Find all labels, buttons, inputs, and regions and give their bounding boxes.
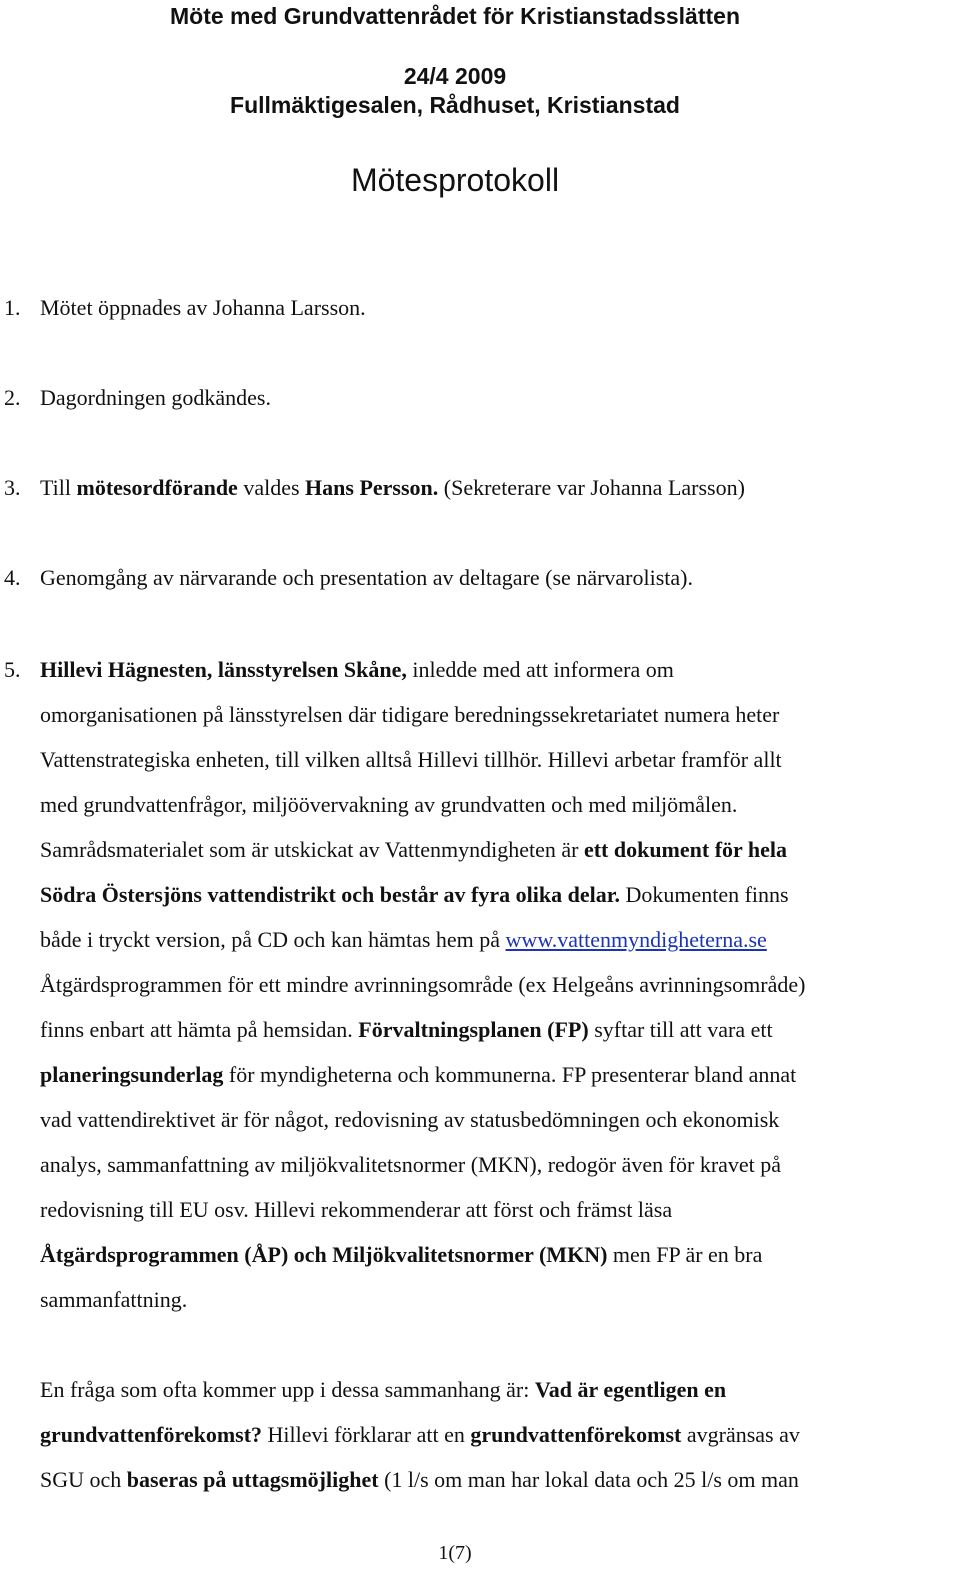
text: men FP är en bra [607,1242,763,1267]
paragraph-line [40,1015,773,1045]
item-text: Mötet öppnades av Johanna Larsson. [40,295,366,320]
paragraph-line: Vattenstrategiska enheten, till vilken alltså Hillevi tillhör. Hillevi arbetar framför allt [40,747,782,772]
text: finns enbart att hämta på hemsidan. [40,1017,359,1042]
item-number: 2. [4,385,21,410]
text: syftar till att vara ett [588,1017,773,1042]
paragraph-line [40,835,787,865]
website-link[interactable]: www.vattenmyndigheterna.se [505,927,767,952]
bold-text: ett dokument för hela [583,837,788,862]
item-text: Till [40,475,77,500]
page-number: 1(7) [438,1542,472,1564]
bold-text: Hillevi Hägnesten, länsstyrelsen Skåne, [40,657,407,682]
document-title: Mötesprotokoll [350,162,560,198]
list-item [4,473,745,503]
item-text: Dagordningen godkändes. [40,385,271,410]
item-text: Genomgång av närvarande och presentation av deltagare (se närvarolista). [40,565,693,590]
paragraph-line: med grundvattenfrågor, miljöövervakning av grundvatten och med miljömålen. [40,792,738,817]
paragraph-line [40,655,674,685]
paragraph-line [40,925,767,955]
item-bold: mötesordförande [76,475,238,500]
paragraph-line [40,1465,799,1495]
text: (1 l/s om man har lokal data och 25 l/s om man [378,1467,799,1492]
meeting-place: Fullmäktigesalen, Rådhuset, Kristianstad [230,92,680,118]
bold-text: Förvaltningsplanen (FP) [358,1017,589,1042]
paragraph-line: redovisning till EU osv. Hillevi rekommenderar att först och främst läsa [40,1197,673,1222]
list-item [4,563,693,593]
bold-text: Vad är egentligen en [534,1377,727,1402]
bold-text: planeringsunderlag [40,1062,224,1087]
paragraph-line: vad vattendirektivet är för något, redovisning av statusbedömningen och ekonomisk [40,1107,780,1132]
item-text: valdes [237,475,306,500]
meeting-title: Möte med Grundvattenrådet för Kristianstadsslätten [170,3,740,29]
text: avgränsas av [681,1422,800,1447]
text: SGU och [40,1467,127,1492]
paragraph-line [40,1375,726,1405]
paragraph-line: analys, sammanfattning av miljökvalitetsnormer (MKN), redogör även för kravet på [40,1152,782,1177]
list-item [4,383,271,413]
paragraph-line: sammanfattning. [40,1287,188,1312]
text: Hillevi förklarar att en [262,1422,471,1447]
list-item [4,293,366,323]
bold-text: Åtgärdsprogrammen (ÅP) och Miljökvalitetsnormer (MKN) [40,1242,608,1267]
item-number: 4. [4,565,21,590]
text: inledde med att informera om [406,657,674,682]
bold-text: Södra Östersjöns vattendistrikt och består av fyra olika delar. [40,882,620,907]
text: för myndigheterna och kommunerna. FP presenterar bland annat [223,1062,797,1087]
meeting-date: 24/4 2009 [403,63,507,89]
paragraph-line: Åtgärdsprogrammen för ett mindre avrinningsområde (ex Helgeåns avrinningsområde) [40,972,806,997]
item-bold: Hans Persson. [305,475,439,500]
text: Dokumenten finns [619,882,789,907]
bold-text: grundvattenförekomst? [40,1422,263,1447]
text: Samrådsmaterialet som är utskickat av Vattenmyndigheten är [40,837,584,862]
bold-text: baseras på uttagsmöjlighet [126,1467,379,1492]
item-text: (Sekreterare var Johanna Larsson) [438,475,745,500]
bold-text: grundvattenförekomst [470,1422,682,1447]
item-number: 1. [4,295,21,320]
paragraph-line [40,1420,800,1450]
text: En fråga som ofta kommer upp i dessa sammanhang är: [40,1377,535,1402]
paragraph-line: omorganisationen på länsstyrelsen där tidigare beredningssekretariatet numera heter [40,702,780,727]
paragraph-line [40,880,789,910]
text: både i tryckt version, på CD och kan hämtas hem på [40,927,506,952]
item-number: 5. [4,657,21,682]
paragraph-line [40,1060,796,1090]
paragraph-line [40,1240,762,1270]
item-number: 3. [4,475,21,500]
